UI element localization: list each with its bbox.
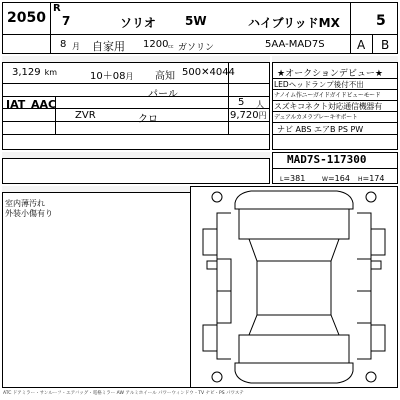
- year-era: R: [53, 3, 61, 14]
- model-code: 5AA-MAD7S: [265, 39, 325, 50]
- displacement: 1200: [143, 39, 169, 50]
- grade: ハイブリッドMX: [248, 16, 340, 30]
- right-door-rear: [357, 291, 371, 323]
- info-row-line-1: [2, 83, 270, 84]
- feature-item-1: ★オークションデビュー★: [277, 69, 383, 79]
- rear-bumper-outline: [235, 363, 353, 383]
- overall-score: 5: [376, 13, 386, 29]
- month-unit: 月: [72, 42, 80, 51]
- size-width: W=164: [322, 174, 350, 183]
- notes-header: [2, 186, 190, 193]
- trunk-outline: [239, 335, 349, 363]
- left-door-front: [217, 259, 231, 291]
- rear-window-outline: [249, 315, 339, 335]
- windshield-outline: [249, 239, 339, 261]
- doors: 5W: [185, 14, 207, 28]
- make: ソリオ: [120, 16, 156, 30]
- feature-item-4: スズキコネクト対応通信機器有: [274, 102, 382, 111]
- header-score-divider: [350, 2, 351, 54]
- color: パール: [148, 89, 178, 100]
- left-door-rear: [217, 291, 231, 323]
- front-bumper-outline: [235, 191, 353, 209]
- right-side-outline: [357, 213, 371, 359]
- seats: 5: [238, 97, 245, 108]
- year-number: 7: [62, 14, 71, 28]
- header-divider: [2, 34, 398, 35]
- right-rear-wheel: [371, 325, 385, 351]
- fuel: ガソリン: [178, 43, 215, 53]
- note-line-2: 外装小傷有り: [5, 209, 53, 218]
- month-number: 8: [60, 39, 67, 50]
- left-side-outline: [217, 213, 231, 359]
- recycle-fee: 9,720円: [230, 110, 267, 121]
- air-conditioning: AAC: [31, 98, 57, 111]
- exterior-score: B: [381, 38, 390, 52]
- right-door-front: [357, 259, 371, 291]
- left-mirror: [207, 261, 217, 269]
- header-scores-sub-divider: [372, 34, 373, 54]
- chassis-number: MAD7S-117300: [287, 153, 367, 166]
- lot-number: 2050: [7, 10, 46, 26]
- vehicle-info-header: [2, 56, 270, 63]
- size-height: H=174: [358, 174, 385, 183]
- chassis-line: [272, 168, 398, 169]
- left-rear-wheel: [203, 325, 217, 351]
- info-row-line-5: [2, 134, 270, 135]
- feature-item-3: ナノイム作ニーガイドガイドビューモード: [274, 92, 381, 99]
- wheel-marker-rear-right: [366, 372, 376, 382]
- features-line-5: [272, 122, 398, 123]
- remarks-header: [2, 152, 270, 159]
- interior-color: クロ: [138, 114, 158, 125]
- equipment: ナビ ABS エアB PS PW: [277, 125, 364, 134]
- dimensions-label: 高知: [155, 71, 175, 82]
- wheel-marker-rear-left: [212, 372, 222, 382]
- car-damage-diagram: [191, 187, 397, 387]
- hood-outline: [239, 209, 349, 239]
- usage: 自家用: [92, 40, 125, 53]
- interior-score: A: [357, 38, 366, 52]
- displacement-unit: cc: [168, 44, 174, 50]
- size-length: L=381: [280, 174, 306, 183]
- wheel-marker-front-right: [366, 192, 376, 202]
- inspection-date: 10＋08月: [90, 71, 134, 82]
- feature-item-2: LEDヘッドランプ後付不出: [274, 80, 364, 89]
- transmission: IAT: [6, 98, 26, 111]
- mileage: 3,129 km: [12, 67, 58, 78]
- right-mirror: [371, 261, 381, 269]
- feature-item-5: デュアルカメラブレーキサポート: [274, 114, 358, 121]
- roof-outline: [257, 261, 331, 315]
- right-front-wheel: [371, 229, 385, 255]
- info-row-line-2: [2, 96, 270, 97]
- dimensions: 500✕4044: [182, 67, 235, 78]
- footer-legend: ATC ドアミラー・サンルーフ・エアバッグ・電格ミラー AW アルミホイール パワーウィンドウ・TV ナビ・PS パワステ: [3, 391, 244, 396]
- left-front-wheel: [203, 229, 217, 255]
- wheel-marker-front-left: [212, 192, 222, 202]
- header-lot-divider: [50, 2, 51, 54]
- features-header: [272, 56, 398, 63]
- seats-unit: 人: [256, 100, 264, 109]
- info-row-line-4: [2, 121, 270, 122]
- note-line-1: 室内薄汚れ: [5, 199, 45, 208]
- color-code: ZVR: [75, 110, 96, 121]
